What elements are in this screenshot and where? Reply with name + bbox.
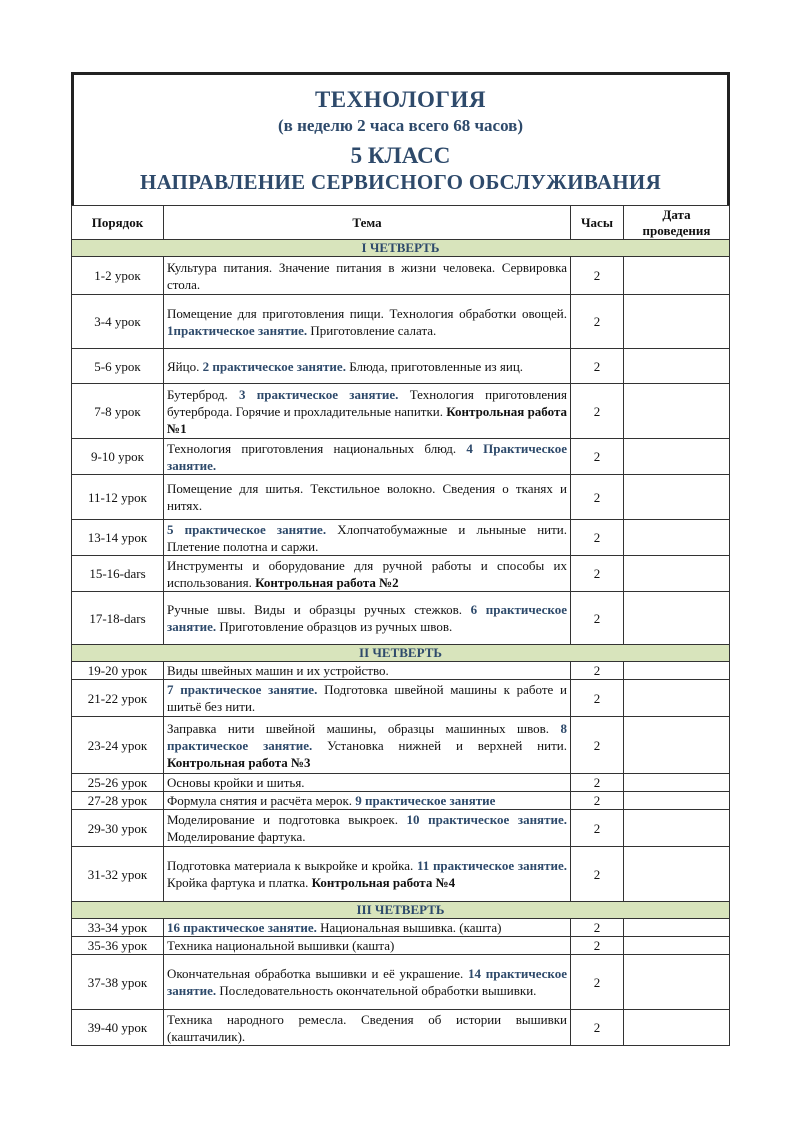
lesson-row (72, 919, 730, 937)
topic-text: Заправка нити швейной машины, образцы машинных швов. (167, 720, 561, 736)
topic-text: Установка нижней и верхней нити. (312, 737, 567, 753)
control-work-label: Контрольная работа №3 (167, 754, 311, 770)
lesson-hours: 2 (571, 439, 624, 475)
lesson-hours: 2 (571, 1010, 624, 1046)
practical-lesson-label: 10 практическое занятие. (406, 812, 567, 827)
lesson-row (72, 792, 730, 810)
topic-text: Ручные швы. Виды и образцы ручных стежков. (167, 602, 471, 617)
quarter-label: III ЧЕТВЕРТЬ (72, 902, 730, 919)
document-header (71, 72, 730, 205)
lesson-hours: 2 (571, 847, 624, 902)
lesson-row (72, 439, 730, 475)
lesson-row (72, 847, 730, 902)
topic-text: Помещение для шитья. Текстильное волокно. Сведения о тканях и нитях. (167, 481, 567, 513)
lesson-topic (164, 349, 571, 384)
topic-text: Моделирование фартука. (167, 829, 306, 844)
lesson-row (72, 475, 730, 520)
practical-lesson-label: 7 практическое занятие. (167, 682, 318, 697)
lesson-order: 13-14 урок (72, 520, 164, 556)
topic-text: Виды швейных машин и их устройство. (167, 663, 389, 678)
lesson-hours: 2 (571, 349, 624, 384)
table-body (72, 240, 730, 1046)
lesson-hours: 2 (571, 295, 624, 349)
lesson-hours: 2 (571, 955, 624, 1010)
lesson-date-cell[interactable] (624, 592, 730, 645)
topic-text: Подготовка швейной машины к работе и шитьё без нити. (167, 682, 568, 714)
lesson-order: 5-6 урок (72, 349, 164, 384)
lesson-date-cell[interactable] (624, 680, 730, 717)
lesson-order: 33-34 урок (72, 919, 164, 937)
lesson-row (72, 556, 730, 592)
lesson-hours: 2 (571, 774, 624, 792)
direction-title: НАПРАВЛЕНИЕ СЕРВИСНОГО ОБСЛУЖИВАНИЯ (139, 170, 662, 194)
lesson-topic (164, 439, 571, 475)
lesson-date-cell[interactable] (624, 257, 730, 295)
lesson-date-cell[interactable] (624, 810, 730, 847)
lesson-hours: 2 (571, 919, 624, 937)
subject-title: ТЕХНОЛОГИЯ (314, 87, 487, 112)
lesson-row (72, 520, 730, 556)
lesson-hours: 2 (571, 680, 624, 717)
control-work-label: Контрольная работа №1 (167, 403, 567, 436)
lesson-topic (164, 520, 571, 556)
lesson-row (72, 592, 730, 645)
lesson-order: 7-8 урок (72, 384, 164, 439)
lesson-date-cell[interactable] (624, 717, 730, 774)
lesson-row (72, 384, 730, 439)
topic-text: Подготовка материала к выкройке и кройка. (167, 858, 417, 873)
lesson-topic (164, 937, 571, 955)
lesson-hours: 2 (571, 520, 624, 556)
lesson-row (72, 295, 730, 349)
lesson-topic (164, 592, 571, 645)
lesson-date-cell[interactable] (624, 295, 730, 349)
topic-text: Моделирование и подготовка выкроек. (167, 812, 407, 827)
lesson-row (72, 937, 730, 955)
column-header-order: Порядок (72, 206, 164, 240)
topic-text: Технология приготовления национальных блюд. (167, 440, 467, 456)
lesson-date-cell[interactable] (624, 792, 730, 810)
topic-text: Блюда, приготовленные из яиц. (345, 358, 524, 374)
lesson-order: 25-26 урок (72, 774, 164, 792)
topic-text: Последовательность окончательной обработки вышивки. (216, 983, 537, 998)
lesson-date-cell[interactable] (624, 774, 730, 792)
lesson-hours: 2 (571, 717, 624, 774)
practical-lesson-label: 6 практическое занятие. (167, 602, 567, 634)
lesson-order: 17-18-dars (72, 592, 164, 645)
lesson-topic (164, 774, 571, 792)
lesson-order: 37-38 урок (72, 955, 164, 1010)
lesson-hours: 2 (571, 556, 624, 592)
topic-text: Окончательная обработка вышивки и её украшение. (167, 966, 469, 981)
lesson-date-cell[interactable] (624, 847, 730, 902)
lesson-row (72, 680, 730, 717)
lesson-order: 21-22 урок (72, 680, 164, 717)
lesson-topic (164, 384, 571, 439)
topic-text: Приготовление образцов из ручных швов. (216, 619, 453, 634)
lesson-topic (164, 295, 571, 349)
topic-text: Хлопчатобумажные и льныные нити. Плетение полотна и саржи. (167, 521, 567, 554)
lesson-date-cell[interactable] (624, 662, 730, 680)
lesson-order: 31-32 урок (72, 847, 164, 902)
lesson-topic (164, 556, 571, 592)
control-work-label: Контрольная работа №4 (311, 875, 456, 890)
lesson-plan-table (71, 205, 730, 1046)
practical-lesson-label: 1практическое занятие. (167, 322, 308, 338)
quarter-row (72, 645, 730, 662)
practical-lesson-label: 2 практическое занятие. (202, 358, 346, 374)
lesson-order: 35-36 урок (72, 937, 164, 955)
lesson-order: 29-30 урок (72, 810, 164, 847)
lesson-row (72, 955, 730, 1010)
lesson-row (72, 810, 730, 847)
lesson-hours: 2 (571, 592, 624, 645)
lesson-hours: 2 (571, 475, 624, 520)
lesson-row (72, 717, 730, 774)
table-header-row (72, 206, 730, 240)
lesson-order: 19-20 урок (72, 662, 164, 680)
lesson-row (72, 1010, 730, 1046)
lesson-date-cell[interactable] (624, 384, 730, 439)
topic-text: Культура питания. Значение питания в жизни человека. Сервировка стола. (167, 259, 567, 292)
lesson-topic (164, 475, 571, 520)
column-header-hours: Часы (571, 206, 624, 240)
lesson-hours: 2 (571, 792, 624, 810)
lesson-hours: 2 (571, 384, 624, 439)
topic-text: Кройка фартука и платка. (167, 875, 312, 890)
lesson-row (72, 257, 730, 295)
quarter-row (72, 902, 730, 919)
topic-text: Техника национальной вышивки (кашта) (167, 938, 395, 953)
lesson-order: 23-24 урок (72, 717, 164, 774)
topic-text: Национальная вышивка. (кашта) (316, 920, 502, 935)
column-header-date: Дата проведения (624, 206, 730, 240)
lesson-date-cell[interactable] (624, 955, 730, 1010)
lesson-topic (164, 680, 571, 717)
lesson-hours: 2 (571, 662, 624, 680)
lesson-row (72, 349, 730, 384)
lesson-hours: 2 (571, 810, 624, 847)
lesson-date-cell[interactable] (624, 475, 730, 520)
practical-lesson-label: 3 практическое занятие. (239, 386, 399, 402)
lesson-date-cell[interactable] (624, 349, 730, 384)
control-work-label: Контрольная работа №2 (255, 574, 399, 590)
lesson-topic (164, 955, 571, 1010)
topic-text: Технология приготовления бутерброда. Горячие и прохладительные напитки. (167, 386, 567, 419)
lesson-order: 39-40 урок (72, 1010, 164, 1046)
lesson-hours: 2 (571, 937, 624, 955)
quarter-label: I ЧЕТВЕРТЬ (72, 240, 730, 257)
lesson-order: 15-16-dars (72, 556, 164, 592)
practical-lesson-label: 16 практическое занятие. (167, 920, 317, 935)
lesson-date-cell[interactable] (624, 556, 730, 592)
practical-lesson-label: 14 практическое занятие. (167, 966, 567, 998)
lesson-order: 27-28 урок (72, 792, 164, 810)
lesson-topic (164, 847, 571, 902)
lesson-topic (164, 257, 571, 295)
topic-text: Приготовление салата. (307, 322, 437, 338)
lesson-date-cell[interactable] (624, 937, 730, 955)
lesson-topic (164, 792, 571, 810)
topic-text: Инструменты и оборудование для ручной работы и способы их использования. (167, 557, 567, 590)
lesson-topic (164, 662, 571, 680)
lesson-row (72, 774, 730, 792)
lesson-topic (164, 717, 571, 774)
lesson-topic (164, 919, 571, 937)
practical-lesson-label: 8 практическое занятие. (167, 720, 567, 753)
practical-lesson-label: 4 Практическое занятие. (167, 440, 568, 473)
lesson-date-cell[interactable] (624, 1010, 730, 1046)
topic-text: Бутерброд. (167, 386, 239, 402)
lesson-order: 3-4 урок (72, 295, 164, 349)
topic-text: Основы кройки и шитья. (167, 775, 305, 790)
lesson-date-cell[interactable] (624, 520, 730, 556)
grade-title: 5 КЛАСС (350, 143, 451, 168)
practical-lesson-label: 5 практическое занятие. (167, 521, 327, 537)
lesson-topic (164, 810, 571, 847)
practical-lesson-label: 9 практическое занятие (355, 793, 496, 808)
lesson-topic (164, 1010, 571, 1046)
topic-text: Яйцо. (167, 358, 203, 374)
quarter-label: II ЧЕТВЕРТЬ (72, 645, 730, 662)
topic-text: Помещение для приготовления пищи. Технология обработки овощей. (167, 305, 567, 321)
lesson-order: 1-2 урок (72, 257, 164, 295)
lesson-order: 9-10 урок (72, 439, 164, 475)
hours-note: (в неделю 2 часа всего 68 часов) (277, 116, 523, 135)
quarter-row (72, 240, 730, 257)
practical-lesson-label: 11 практическое занятие. (416, 858, 567, 873)
column-header-topic: Тема (164, 206, 571, 240)
lesson-order: 11-12 урок (72, 475, 164, 520)
topic-text: Техника народного ремесла. Сведения об истории вышивки (каштачилик). (167, 1011, 567, 1044)
lesson-date-cell[interactable] (624, 919, 730, 937)
topic-text: Формула снятия и расчёта мерок. (167, 793, 356, 808)
lesson-row (72, 662, 730, 680)
lesson-hours: 2 (571, 257, 624, 295)
lesson-date-cell[interactable] (624, 439, 730, 475)
